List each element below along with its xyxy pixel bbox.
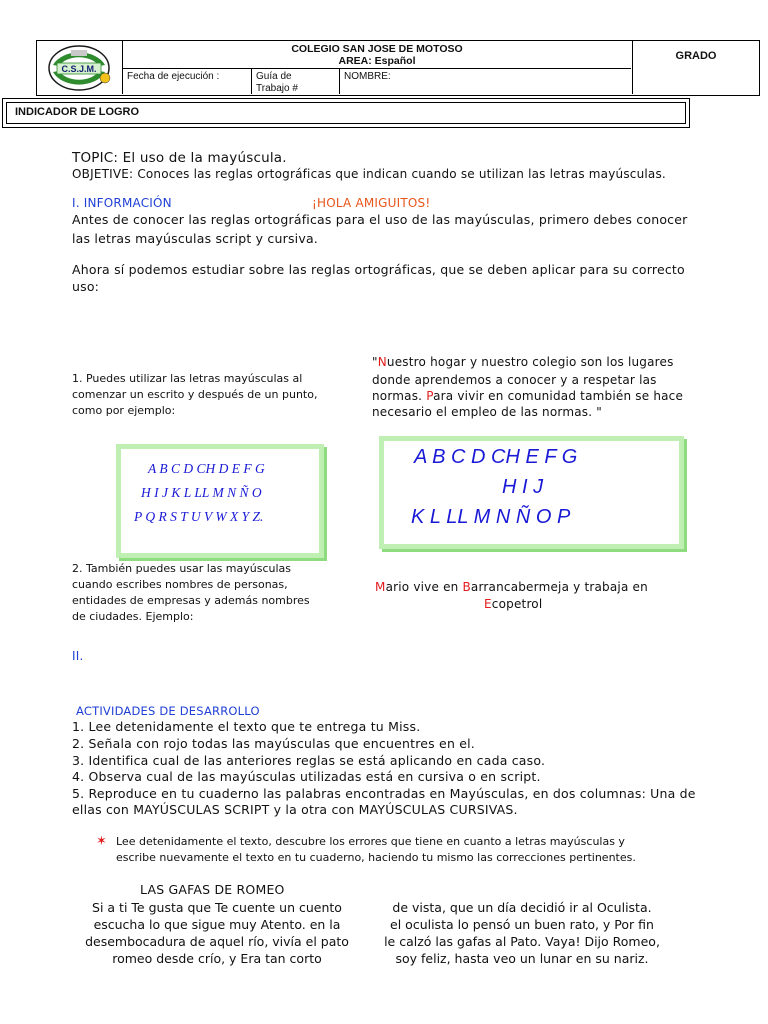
activity-2: 2. Señala con rojo todas las mayúsculas que encuentres en el.: [72, 736, 475, 751]
objective-line: OBJETIVE: Conoces las reglas ortográficas que indican cuando se utilizan las letras mayúsculas.: [72, 167, 666, 181]
area-label: AREA: Español: [338, 55, 416, 67]
rules-intro-line-1: Ahora sí podemos estudiar sobre las reglas ortográficas, que se deben aplicar para su correcto: [72, 262, 685, 277]
school-title-cell: [123, 41, 631, 69]
asterisk-bullet-icon: ✶: [96, 834, 107, 849]
indicador-label: INDICADOR DE LOGRO: [6, 102, 686, 124]
logo-text: C.S.J.M.: [61, 64, 97, 74]
school-name: COLEGIO SAN JOSE DE MOTOSO: [291, 43, 463, 55]
quote-line-1-text: uestro hogar y nuestro colegio son los lugares: [386, 355, 674, 369]
guia-field[interactable]: [252, 69, 340, 94]
rule1-line-1: 1. Puedes utilizar las letras mayúsculas al: [72, 372, 303, 385]
activity-1: 1. Lee detenidamente el texto que te entrega tu Miss.: [72, 719, 421, 734]
script-alphabet-row-3: K L LL M N Ñ O P: [411, 506, 571, 528]
quote-open-mark: ": [372, 355, 378, 369]
story-right-line-2: el oculista lo pensó un buen rato, y Por fin: [390, 917, 654, 932]
intro-line-1: Antes de conocer las reglas ortográficas para el uso de las mayúsculas, primero debes conocer: [72, 212, 688, 227]
story-right-line-3: le calzó las gafas al Pato. Vaya! Dijo Romeo,: [384, 934, 660, 949]
cursive-alphabet-row-2: H I J K L LL M N Ñ O: [141, 485, 262, 500]
rule2-line-1: 2. También puedes usar las mayúsculas: [72, 562, 292, 575]
script-alphabet-row-1: A B C D CH E F G: [414, 446, 578, 468]
guia-label-line2: Trabajo #: [256, 83, 298, 94]
fecha-field[interactable]: [123, 69, 252, 94]
script-alphabet-row-2: H I J: [502, 476, 544, 498]
example-line-1: [375, 580, 648, 594]
rule1-line-3: como por ejemplo:: [72, 404, 176, 417]
section-2-heading: II.: [72, 649, 84, 663]
intro-line-2: las letras mayúsculas script y cursiva.: [72, 231, 318, 246]
rule1-line-2: comenzar un escrito y después de un punto,: [72, 388, 318, 401]
quote-line-3: [372, 389, 683, 403]
quote-line-4: necesario el empleo de las normas. ": [372, 405, 602, 419]
activity-5: 5. Reproduce en tu cuaderno las palabras encontradas en Mayúsculas, en dos columnas: Una de: [72, 786, 696, 801]
cursive-alphabet-row-3: P Q R S T U V W X Y Z.: [134, 509, 264, 524]
story-left-line-1: Si a ti Te gusta que Te cuente un cuento: [92, 900, 342, 915]
nombre-label: NOMBRE:: [344, 71, 391, 82]
story-left-line-4: romeo desde crío, y Era tan corto: [112, 951, 322, 966]
cursive-alphabet-row-1: A B C D CH D E F G: [148, 461, 265, 476]
rule2-line-4: de ciudades. Ejemplo:: [72, 610, 194, 623]
indicador-box: [2, 98, 690, 128]
example-text-1: ario vive en: [385, 580, 463, 594]
quote-line-3-start: normas.: [372, 389, 427, 403]
example-text-2: arrancabermeja y trabaja en: [470, 580, 648, 594]
info-heading: I. INFORMACIÓN: [72, 196, 172, 210]
nombre-field[interactable]: [340, 69, 631, 94]
story-right-line-4: soy feliz, hasta veo un lunar en su nariz.: [395, 951, 649, 966]
header-table: [36, 40, 760, 96]
rule2-line-3: entidades de empresas y además nombres: [72, 594, 310, 607]
example-line-2: [484, 597, 542, 611]
rule2-line-2: cuando escribes nombres de personas,: [72, 578, 288, 591]
instruction-line-1: Lee detenidamente el texto, descubre los errores que tiene en cuanto a letras mayúsculas y: [116, 835, 625, 848]
school-logo-icon: [43, 43, 115, 93]
story-left-line-3: desembocadura de aquel río, vivía el pato: [85, 934, 349, 949]
activity-3: 3. Identifica cual de las anteriores reglas se está aplicando en cada caso.: [72, 753, 546, 768]
fecha-label: Fecha de ejecución :: [127, 71, 220, 82]
rules-intro-line-2: uso:: [72, 279, 100, 294]
example-capital-m: M: [375, 580, 386, 594]
quote-capital-n: N: [377, 355, 387, 369]
instruction-line-2: escribe nuevamente el texto en tu cuaderno, haciendo tu mismo las correcciones pertinentes.: [116, 851, 636, 864]
quote-capital-p: P: [426, 389, 434, 403]
activities-heading: ACTIVIDADES DE DESARROLLO: [76, 704, 260, 718]
story-title: LAS GAFAS DE ROMEO: [140, 882, 285, 897]
activity-5-cont: ellas con MAYÚSCULAS SCRIPT y la otra con MAYÚSCULAS CURSIVAS.: [72, 802, 518, 817]
grado-label: GRADO: [632, 41, 759, 94]
logo-cell: [37, 41, 123, 94]
quote-line-2: donde aprendemos a conocer y a respetar las: [372, 373, 657, 387]
guia-label-line1: Guía de: [256, 71, 292, 82]
quote-line-3-text: ara vivir en comunidad también se hace: [433, 389, 684, 403]
example-capital-b: B: [462, 580, 471, 594]
example-capital-e: E: [484, 597, 492, 611]
activity-4: 4. Observa cual de las mayúsculas utilizadas está en cursiva o en script.: [72, 769, 541, 784]
story-left-line-2: escucha lo que sigue muy Atento. en la: [93, 917, 341, 932]
topic-line: TOPIC: El uso de la mayúscula.: [72, 150, 287, 166]
example-text-3: copetrol: [491, 597, 543, 611]
story-right-line-1: de vista, que un día decidió ir al Oculista.: [392, 900, 652, 915]
greeting-heading: ¡HOLA AMIGUITOS!: [312, 196, 431, 210]
quote-line-1: [372, 355, 674, 369]
